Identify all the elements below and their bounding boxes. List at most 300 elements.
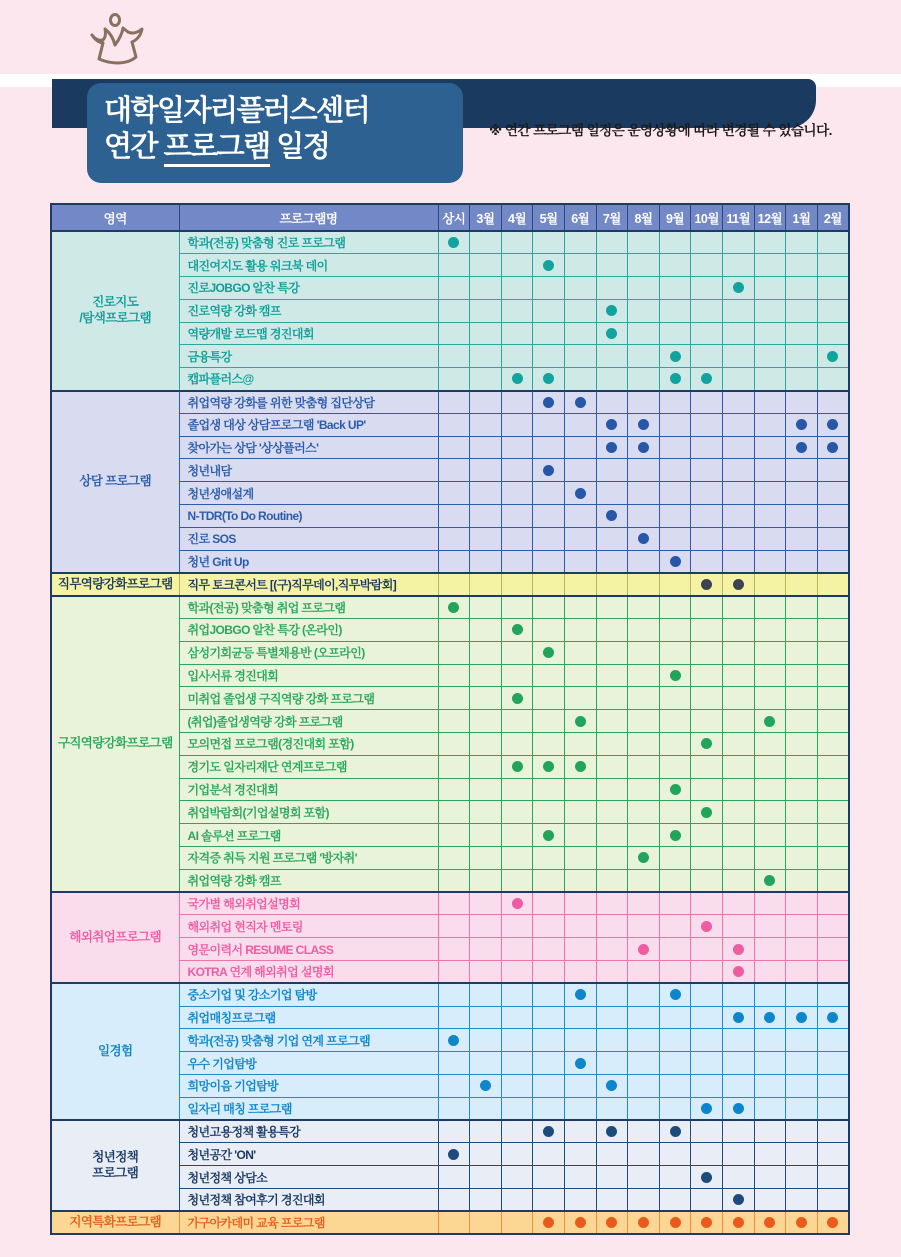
month-cell (533, 687, 565, 710)
month-cell (754, 687, 786, 710)
month-cell (691, 277, 723, 300)
schedule-dot (448, 237, 459, 248)
month-cell (754, 436, 786, 459)
month-cell (564, 345, 596, 368)
schedule-dot (827, 1012, 838, 1023)
month-cell (596, 459, 628, 482)
month-cell (564, 1143, 596, 1166)
month-cell (628, 1097, 660, 1120)
month-cell (659, 459, 691, 482)
category-cell: 진로지도 /탐색프로그램 (51, 231, 179, 391)
month-cell (722, 778, 754, 801)
month-cell (628, 1166, 660, 1189)
program-cell: KOTRA 연계 해외취업 설명회 (179, 961, 438, 984)
month-cell (659, 1029, 691, 1052)
month-cell (628, 915, 660, 938)
month-cell (722, 573, 754, 596)
month-cell (659, 391, 691, 414)
month-cell (564, 231, 596, 254)
title-box (87, 83, 463, 183)
month-cell (817, 550, 849, 573)
month-cell (596, 345, 628, 368)
month-cell (722, 961, 754, 984)
month-cell (628, 231, 660, 254)
month-cell (438, 254, 470, 277)
month-cell (438, 482, 470, 505)
month-cell (470, 596, 502, 619)
month-cell (659, 869, 691, 892)
month-cell (754, 778, 786, 801)
schedule-dot (733, 966, 744, 977)
month-cell (564, 254, 596, 277)
schedule-dot (575, 397, 586, 408)
month-cell (659, 755, 691, 778)
month-cell (659, 983, 691, 1006)
month-cell (691, 1211, 723, 1234)
schedule-dot (638, 852, 649, 863)
month-cell (691, 1052, 723, 1075)
month-cell (754, 1188, 786, 1211)
month-cell (533, 436, 565, 459)
month-cell (596, 322, 628, 345)
month-cell (438, 368, 470, 391)
program-cell: 학과(전공) 맞춤형 기업 연계 프로그램 (179, 1029, 438, 1052)
month-cell (659, 687, 691, 710)
month-cell (754, 527, 786, 550)
month-cell (722, 254, 754, 277)
month-cell (533, 1120, 565, 1143)
schedule-dot (733, 1103, 744, 1114)
month-cell (817, 413, 849, 436)
month-cell (564, 505, 596, 528)
month-cell (691, 573, 723, 596)
month-cell (722, 733, 754, 756)
month-cell (438, 1052, 470, 1075)
month-cell (786, 847, 818, 870)
month-cell (596, 254, 628, 277)
column-header: 프로그램명 (179, 204, 438, 231)
month-cell (754, 391, 786, 414)
schedule-dot (512, 624, 523, 635)
month-cell (596, 1211, 628, 1234)
schedule-dot (606, 328, 617, 339)
month-cell (754, 938, 786, 961)
month-cell (564, 527, 596, 550)
month-cell (786, 1120, 818, 1143)
month-cell (659, 664, 691, 687)
month-cell (628, 619, 660, 642)
month-cell (533, 733, 565, 756)
program-cell: 자격증 취득 지원 프로그램 '방자취' (179, 847, 438, 870)
month-cell (722, 505, 754, 528)
month-cell (817, 1120, 849, 1143)
month-cell (596, 1188, 628, 1211)
month-cell (564, 687, 596, 710)
month-cell (691, 322, 723, 345)
month-cell (438, 573, 470, 596)
month-cell (786, 1052, 818, 1075)
month-cell (533, 1097, 565, 1120)
month-cell (564, 322, 596, 345)
column-header: 10월 (691, 204, 723, 231)
month-cell (533, 892, 565, 915)
schedule-dot (670, 784, 681, 795)
schedule-dot (670, 556, 681, 567)
month-cell (691, 482, 723, 505)
month-cell (533, 1211, 565, 1234)
month-cell (691, 436, 723, 459)
month-cell (533, 664, 565, 687)
month-cell (722, 482, 754, 505)
schedule-dot (448, 1035, 459, 1046)
month-cell (628, 413, 660, 436)
schedule-dot (543, 647, 554, 658)
month-cell (722, 869, 754, 892)
schedule-dot (796, 442, 807, 453)
month-cell (691, 1029, 723, 1052)
month-cell (817, 1097, 849, 1120)
month-cell (722, 847, 754, 870)
month-cell (817, 254, 849, 277)
month-cell (659, 505, 691, 528)
month-cell (691, 1143, 723, 1166)
month-cell (722, 938, 754, 961)
month-cell (817, 1166, 849, 1189)
month-cell (596, 550, 628, 573)
month-cell (659, 1166, 691, 1189)
month-cell (722, 1074, 754, 1097)
month-cell (628, 436, 660, 459)
month-cell (691, 938, 723, 961)
month-cell (754, 368, 786, 391)
program-cell: 일자리 매칭 프로그램 (179, 1097, 438, 1120)
month-cell (817, 1211, 849, 1234)
category-cell: 상담 프로그램 (51, 391, 179, 573)
program-cell: 청년고용정책 활용특강 (179, 1120, 438, 1143)
month-cell (754, 710, 786, 733)
month-cell (786, 1029, 818, 1052)
month-cell (564, 482, 596, 505)
month-cell (786, 527, 818, 550)
month-cell (596, 1052, 628, 1075)
month-cell (722, 1029, 754, 1052)
month-cell (786, 619, 818, 642)
month-cell (754, 801, 786, 824)
month-cell (438, 619, 470, 642)
month-cell (817, 1029, 849, 1052)
month-cell (691, 391, 723, 414)
schedule-dot (827, 442, 838, 453)
month-cell (628, 1052, 660, 1075)
month-cell (501, 277, 533, 300)
month-cell (470, 1029, 502, 1052)
month-cell (470, 801, 502, 824)
month-cell (754, 915, 786, 938)
month-cell (691, 1074, 723, 1097)
month-cell (722, 231, 754, 254)
month-cell (754, 550, 786, 573)
month-cell (722, 413, 754, 436)
month-cell (470, 1097, 502, 1120)
month-cell (533, 1006, 565, 1029)
month-cell (754, 733, 786, 756)
schedule-dot (764, 716, 775, 727)
month-cell (438, 801, 470, 824)
month-cell (722, 915, 754, 938)
month-cell (754, 619, 786, 642)
schedule-note: ※ 연간 프로그램 일정은 운영상황에 따라 변경될 수 있습니다. (489, 123, 832, 138)
month-cell (754, 1143, 786, 1166)
schedule-dot (606, 1126, 617, 1137)
month-cell (501, 733, 533, 756)
month-cell (659, 436, 691, 459)
month-cell (817, 710, 849, 733)
month-cell (533, 1074, 565, 1097)
month-cell (691, 801, 723, 824)
month-cell (786, 550, 818, 573)
month-cell (438, 277, 470, 300)
month-cell (754, 573, 786, 596)
month-cell (596, 482, 628, 505)
month-cell (691, 915, 723, 938)
month-cell (722, 1006, 754, 1029)
month-cell (691, 710, 723, 733)
month-cell (817, 983, 849, 1006)
month-cell (501, 1006, 533, 1029)
month-cell (786, 345, 818, 368)
program-cell: 국가별 해외취업설명회 (179, 892, 438, 915)
month-cell (564, 550, 596, 573)
month-cell (501, 573, 533, 596)
month-cell (564, 1211, 596, 1234)
month-cell (628, 801, 660, 824)
month-cell (501, 391, 533, 414)
month-cell (533, 1029, 565, 1052)
month-cell (659, 277, 691, 300)
month-cell (691, 619, 723, 642)
month-cell (754, 869, 786, 892)
month-cell (564, 1029, 596, 1052)
month-cell (596, 733, 628, 756)
month-cell (817, 1074, 849, 1097)
month-cell (754, 1074, 786, 1097)
schedule-dot (670, 1126, 681, 1137)
month-cell (786, 687, 818, 710)
month-cell (596, 1143, 628, 1166)
program-cell: 청년생애설계 (179, 482, 438, 505)
schedule-dot (543, 260, 554, 271)
month-cell (628, 322, 660, 345)
month-cell (628, 1029, 660, 1052)
month-cell (786, 277, 818, 300)
month-cell (691, 459, 723, 482)
month-cell (754, 755, 786, 778)
month-cell (628, 938, 660, 961)
schedule-dot (448, 1149, 459, 1160)
month-cell (817, 368, 849, 391)
month-cell (533, 983, 565, 1006)
schedule-dot (512, 693, 523, 704)
month-cell (438, 733, 470, 756)
program-cell: 기업분석 경진대회 (179, 778, 438, 801)
month-cell (817, 482, 849, 505)
month-cell (817, 345, 849, 368)
month-cell (817, 391, 849, 414)
month-cell (564, 641, 596, 664)
month-cell (596, 961, 628, 984)
month-cell (501, 254, 533, 277)
table-row (51, 596, 849, 619)
month-cell (628, 391, 660, 414)
month-cell (691, 892, 723, 915)
program-cell: 학과(전공) 맞춤형 진로 프로그램 (179, 231, 438, 254)
month-cell (628, 641, 660, 664)
month-cell (628, 482, 660, 505)
month-cell (501, 755, 533, 778)
schedule-dot (575, 716, 586, 727)
month-cell (564, 459, 596, 482)
schedule-dot (827, 419, 838, 430)
month-cell (533, 641, 565, 664)
month-cell (817, 687, 849, 710)
month-cell (786, 1143, 818, 1166)
month-cell (628, 1006, 660, 1029)
month-cell (628, 505, 660, 528)
month-cell (786, 892, 818, 915)
month-cell (754, 641, 786, 664)
month-cell (564, 1006, 596, 1029)
month-cell (533, 1143, 565, 1166)
month-cell (533, 915, 565, 938)
month-cell (501, 664, 533, 687)
month-cell (501, 345, 533, 368)
month-cell (754, 1029, 786, 1052)
month-cell (596, 231, 628, 254)
month-cell (501, 1211, 533, 1234)
month-cell (786, 482, 818, 505)
month-cell (722, 1188, 754, 1211)
month-cell (817, 596, 849, 619)
month-cell (564, 596, 596, 619)
schedule-dot (606, 305, 617, 316)
month-cell (691, 413, 723, 436)
month-cell (470, 733, 502, 756)
month-cell (596, 664, 628, 687)
month-cell (786, 869, 818, 892)
schedule-dot (796, 1217, 807, 1228)
month-cell (501, 459, 533, 482)
month-cell (533, 345, 565, 368)
program-cell: 금융특강 (179, 345, 438, 368)
column-header: 7월 (596, 204, 628, 231)
program-cell: 진로 SOS (179, 527, 438, 550)
month-cell (817, 231, 849, 254)
month-cell (754, 983, 786, 1006)
month-cell (691, 641, 723, 664)
month-cell (533, 413, 565, 436)
month-cell (438, 436, 470, 459)
schedule-dot (670, 1217, 681, 1228)
month-cell (438, 1166, 470, 1189)
month-cell (659, 801, 691, 824)
month-cell (754, 413, 786, 436)
month-cell (628, 892, 660, 915)
month-cell (722, 687, 754, 710)
program-cell: 취업박람회(기업설명회 포함) (179, 801, 438, 824)
month-cell (596, 413, 628, 436)
schedule-dot (543, 1126, 554, 1137)
month-cell (438, 869, 470, 892)
category-cell: 구직역량강화프로그램 (51, 596, 179, 892)
month-cell (786, 915, 818, 938)
month-cell (596, 869, 628, 892)
schedule-dot (670, 351, 681, 362)
month-cell (786, 1097, 818, 1120)
month-cell (438, 413, 470, 436)
column-header: 상시 (438, 204, 470, 231)
month-cell (501, 505, 533, 528)
month-cell (659, 1052, 691, 1075)
month-cell (564, 1097, 596, 1120)
schedule-dot (764, 1217, 775, 1228)
month-cell (754, 664, 786, 687)
month-cell (628, 664, 660, 687)
month-cell (596, 1097, 628, 1120)
month-cell (817, 664, 849, 687)
month-cell (691, 847, 723, 870)
month-cell (659, 1006, 691, 1029)
program-cell: 청년공간 'ON' (179, 1143, 438, 1166)
month-cell (470, 710, 502, 733)
schedule-dot (543, 830, 554, 841)
month-cell (438, 1188, 470, 1211)
month-cell (470, 550, 502, 573)
schedule-dot (701, 1103, 712, 1114)
month-cell (470, 573, 502, 596)
month-cell (438, 664, 470, 687)
month-cell (754, 892, 786, 915)
month-cell (470, 527, 502, 550)
month-cell (564, 1166, 596, 1189)
schedule-dot (701, 738, 712, 749)
month-cell (438, 687, 470, 710)
month-cell (722, 1120, 754, 1143)
month-cell (438, 527, 470, 550)
month-cell (817, 938, 849, 961)
column-header: 영역 (51, 204, 179, 231)
program-cell: 삼성기회균등 특별채용반 (오프라인) (179, 641, 438, 664)
month-cell (438, 505, 470, 528)
month-cell (564, 915, 596, 938)
month-cell (786, 983, 818, 1006)
month-cell (754, 1052, 786, 1075)
month-cell (470, 436, 502, 459)
month-cell (438, 596, 470, 619)
month-cell (628, 869, 660, 892)
program-cell: 대진여지도 활용 워크북 데이 (179, 254, 438, 277)
program-cell: 경기도 일자리재단 연계프로그램 (179, 755, 438, 778)
month-cell (470, 619, 502, 642)
month-cell (438, 231, 470, 254)
month-cell (533, 710, 565, 733)
month-cell (659, 961, 691, 984)
month-cell (786, 961, 818, 984)
month-cell (501, 892, 533, 915)
month-cell (786, 1188, 818, 1211)
schedule-dot (575, 1217, 586, 1228)
month-cell (438, 915, 470, 938)
month-cell (628, 1143, 660, 1166)
